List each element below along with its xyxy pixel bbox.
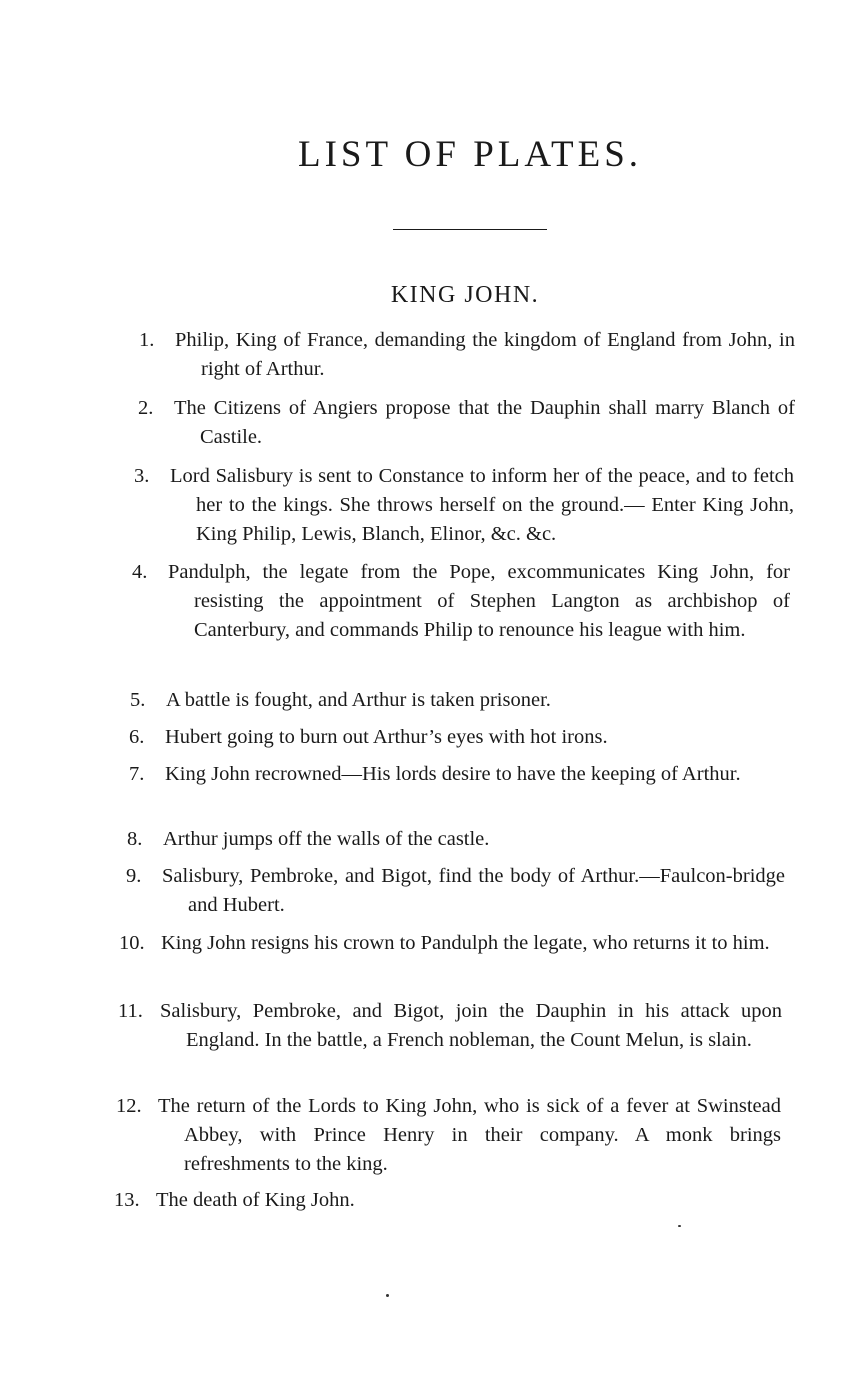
plate-number: 10. <box>119 932 145 954</box>
plate-item <box>130 686 786 715</box>
plate-caption: The return of the Lords to King John, who is sick of a fever at Swinstead Abbey, with Prince Henry in their company. A monk brings refreshments to the king. <box>158 1095 781 1175</box>
plate-item <box>127 825 783 854</box>
plate-caption: The death of King John. <box>156 1189 355 1211</box>
plate-number: 11. <box>118 1000 143 1022</box>
plate-number: 7. <box>129 763 145 785</box>
plate-item <box>139 326 795 384</box>
plate-item <box>118 997 782 1055</box>
plate-item <box>129 760 787 789</box>
plate-number: 9. <box>126 865 142 887</box>
plate-caption: Salisbury, Pembroke, and Bigot, join the Dauphin in his attack upon England. In the battle, a French nobleman, the Count Melun, is slain. <box>160 1000 782 1051</box>
title-rule <box>393 229 547 230</box>
plate-caption: Arthur jumps off the walls of the castle. <box>163 828 490 850</box>
plate-caption: Lord Salisbury is sent to Constance to inform her of the peace, and to fetch her to the kings. She throws herself on the ground.— Enter King John, King Philip, Lewis, Blanch, Elinor, &c. &c. <box>170 465 794 545</box>
plate-number: 12. <box>116 1095 142 1117</box>
plate-number: 13. <box>114 1189 140 1211</box>
print-speck <box>678 1225 681 1227</box>
plate-number: 5. <box>130 689 146 711</box>
plate-caption: King John recrowned—His lords desire to have the keeping of Arthur. <box>165 763 741 785</box>
plate-number: 6. <box>129 726 145 748</box>
plate-number: 8. <box>127 828 143 850</box>
plate-item <box>126 862 785 920</box>
plate-caption: Hubert going to burn out Arthur’s eyes with hot irons. <box>165 726 608 748</box>
plate-caption: Pandulph, the legate from the Pope, excommunicates King John, for resisting the appointment of Stephen Langton as archbishop of Canterbury, and commands Philip to renounce his league with him. <box>168 561 790 641</box>
plate-number: 3. <box>134 465 150 487</box>
page-title: LIST OF PLATES. <box>297 134 643 175</box>
plate-item <box>134 462 794 549</box>
plate-item <box>119 929 784 958</box>
plate-item <box>129 723 785 752</box>
plate-caption: King John resigns his crown to Pandulph the legate, who returns it to him. <box>161 932 770 954</box>
plate-item <box>116 1092 781 1179</box>
plate-caption: Philip, King of France, demanding the kingdom of England from John, in right of Arthur. <box>175 329 795 380</box>
plate-item <box>114 1186 776 1215</box>
plate-item <box>138 394 795 452</box>
plate-caption: The Citizens of Angiers propose that the Dauphin shall marry Blanch of Castile. <box>174 397 795 448</box>
section-heading: KING JOHN. <box>390 282 540 308</box>
print-speck <box>386 1294 389 1297</box>
plate-number: 2. <box>138 397 154 419</box>
plate-caption: Salisbury, Pembroke, and Bigot, find the body of Arthur.—Faulcon-bridge and Hubert. <box>162 865 785 916</box>
plate-item <box>132 558 790 645</box>
plate-number: 4. <box>132 561 148 583</box>
plate-caption: A battle is fought, and Arthur is taken prisoner. <box>166 689 551 711</box>
plate-number: 1. <box>139 329 155 351</box>
